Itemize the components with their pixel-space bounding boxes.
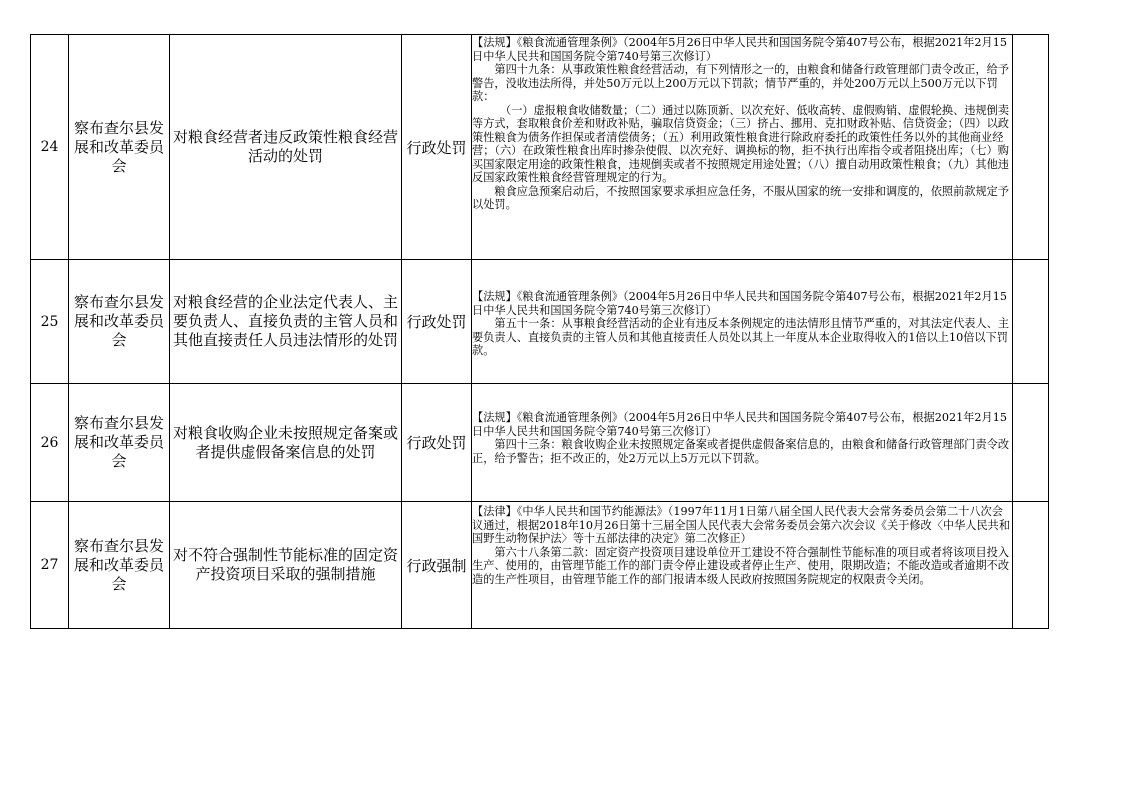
extra-cell — [1013, 260, 1049, 384]
item-type-cell: 行政处罚 — [402, 384, 472, 502]
enforcement-items-table — [30, 34, 1049, 629]
row-number: 27 — [31, 502, 69, 629]
extra-cell — [1013, 35, 1049, 260]
item-type-cell: 行政强制 — [402, 502, 472, 629]
department-cell: 察布查尔县发展和改革委员会 — [69, 384, 170, 502]
table-row — [31, 35, 1049, 260]
basis-paragraph: 【法规】《粮食流通管理条例》（2004年5月26日中华人民共和国国务院令第407号公布，根据2021年2月15日中华人民共和国国务院令第740号第三次修订） — [472, 290, 1007, 317]
row-number: 24 — [31, 35, 69, 260]
table-row — [31, 384, 1049, 502]
extra-cell — [1013, 384, 1049, 502]
table-row — [31, 502, 1049, 629]
basis-paragraph: 【法规】《粮食流通管理条例》（2004年5月26日中华人民共和国国务院令第407号公布，根据2021年2月15日中华人民共和国国务院令第740号第三次修订） — [472, 36, 1007, 63]
item-name-cell: 对不符合强制性节能标准的固定资产投资项目采取的强制措施 — [170, 502, 402, 629]
item-name-cell: 对粮食收购企业未按照规定备案或者提供虚假备案信息的处罚 — [170, 384, 402, 502]
basis-paragraph: 【法律】《中华人民共和国节约能源法》（1997年11月1日第八届全国人民代表大会常务委员会第二十八次会议通过，根据2018年10月26日第十三届全国人民代表大会常务委员会第六次会议《关于修改〈中华人民共和国野生动物保护法〉等十五部法律的决定》第二次修正） — [472, 505, 1011, 545]
legal-basis-cell — [472, 260, 1013, 384]
department-cell: 察布查尔县发展和改革委员会 — [69, 260, 170, 384]
item-name-cell: 对粮食经营的企业法定代表人、主要负责人、直接负责的主管人员和其他直接责任人员违法情形的处罚 — [170, 260, 402, 384]
department-cell: 察布查尔县发展和改革委员会 — [69, 502, 170, 629]
basis-paragraph: 第四十三条：粮食收购企业未按照规定备案或者提供虚假备案信息的，由粮食和储备行政管理部门责令改正，给予警告；拒不改正的，处2万元以上5万元以下罚款。 — [472, 438, 1010, 465]
legal-basis-cell — [472, 35, 1013, 260]
table-row — [31, 260, 1049, 384]
basis-paragraph: 第五十一条：从事粮食经营活动的企业有违反本条例规定的违法情形且情节严重的，对其法定代表人、主要负责人、直接负责的主管人员和其他直接责任人员处以其上一年度从本企业取得收入的1倍以上10倍以下罚款。 — [472, 317, 1010, 357]
basis-paragraph: 第四十九条：从事政策性粮食经营活动，有下列情形之一的，由粮食和储备行政管理部门责令改正，给予警告，没收违法所得，并处50万元以上200万元以下罚款；情节严重的，并处200万元以上500万元以下罚款： — [472, 63, 1010, 103]
row-number: 25 — [31, 260, 69, 384]
extra-cell — [1013, 502, 1049, 629]
legal-basis-cell — [472, 384, 1013, 502]
basis-paragraph: 第六十八条第二款：固定资产投资项目建设单位开工建设不符合强制性节能标准的项目或者将该项目投入生产、使用的，由管理节能工作的部门责令停止建设或者停止生产、使用，限期改造；不能改造或者逾期不改造的生产性项目，由管理节能工作的部门报请本级人民政府按照国务院规定的权限责令关闭。 — [472, 545, 1010, 586]
basis-paragraph: 粮食应急预案启动后，不按照国家要求承担应急任务，不服从国家的统一安排和调度的，依照前款规定予以处罚。 — [472, 184, 1010, 211]
basis-paragraph: （一）虚报粮食收储数量；（二）通过以陈顶新、以次充好、低收高转、虚假购销、虚假轮换、违规倒卖等方式，套取粮食价差和财政补贴，骗取信贷资金；（三）挤占、挪用、克扣财政补贴、信贷资金；（四）以政策性粮食为债务作担保或者清偿债务；（五）利用政策性粮食进行除政府委托的政策性任务以外的其他商业经营；（六）在政策性粮食出库时掺杂使假、以次充好、调换标的物，拒不执行出库指令或者阻挠出库；（七）购买国家限定用途的政策性粮食，违规倒卖或者不按照规定用途处置；（八）擅自动用政策性粮食；（九）其他违反国家政策性粮食经营管理规定的行为。 — [472, 103, 1010, 184]
item-name-cell: 对粮食经营者违反政策性粮食经营活动的处罚 — [170, 35, 402, 260]
legal-basis-cell — [472, 502, 1013, 629]
row-number: 26 — [31, 384, 69, 502]
department-cell: 察布查尔县发展和改革委员会 — [69, 35, 170, 260]
item-type-cell: 行政处罚 — [402, 35, 472, 260]
item-type-cell: 行政处罚 — [402, 260, 472, 384]
basis-paragraph: 【法规】《粮食流通管理条例》（2004年5月26日中华人民共和国国务院令第407号公布，根据2021年2月15日中华人民共和国国务院令第740号第三次修订） — [472, 411, 1007, 438]
